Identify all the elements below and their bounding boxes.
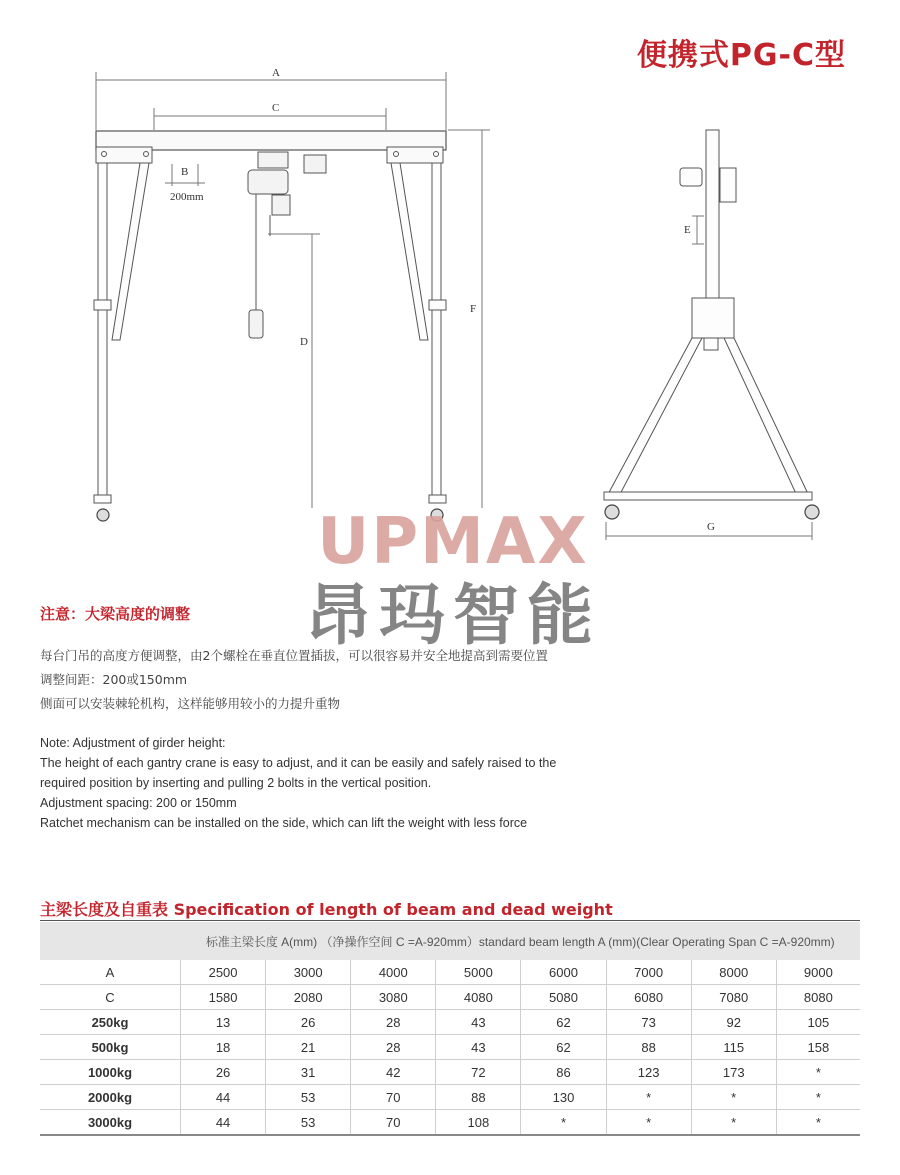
table-cell: 88 xyxy=(606,1035,691,1060)
dim-g-label: G xyxy=(707,521,715,533)
table-cell: 62 xyxy=(521,1035,606,1060)
table-cell: 8000 xyxy=(691,960,776,985)
note-en-line: required position by inserting and pulling 2 bolts in the vertical position. xyxy=(40,776,432,790)
table-cell: 2080 xyxy=(266,985,351,1010)
note-en-line: Ratchet mechanism can be installed on the side, which can lift the weight with less force xyxy=(40,816,528,830)
table-cell: 86 xyxy=(521,1060,606,1085)
table-cell: 1580 xyxy=(181,985,266,1010)
table-cell: 70 xyxy=(351,1110,436,1136)
table-cell: 2500 xyxy=(181,960,266,985)
table-header-text: 标准主梁长度 A(mm) （净操作空间 C =A-920mm）standard beam length A (mm)(Clear Operating Span C =A-920mm) xyxy=(181,922,861,960)
table-cell: 13 xyxy=(181,1010,266,1035)
table-cell: 4000 xyxy=(351,960,436,985)
table-cell: 3000 xyxy=(266,960,351,985)
note-en-line: The height of each gantry crane is easy to adjust, and it can be easily and safely raised to the xyxy=(40,756,557,770)
dim-200mm-label: 200mm xyxy=(170,191,204,203)
dim-f-label: F xyxy=(470,303,477,315)
table-cell: 73 xyxy=(606,1010,691,1035)
table-cell: 42 xyxy=(351,1060,436,1085)
table-cell: 44 xyxy=(181,1085,266,1110)
page-title: 便携式PG-C型 xyxy=(636,38,846,73)
dim-e-label: E xyxy=(684,224,691,236)
table-row xyxy=(40,1085,860,1110)
table-cell: 3080 xyxy=(351,985,436,1010)
table-row xyxy=(40,1010,860,1035)
table-cell: 26 xyxy=(266,1010,351,1035)
table-row xyxy=(40,985,860,1010)
table-cell: 18 xyxy=(181,1035,266,1060)
dim-d-label: D xyxy=(300,336,308,348)
table-cell: * xyxy=(691,1110,776,1136)
table-cell: 8080 xyxy=(776,985,860,1010)
table-cell: 28 xyxy=(351,1035,436,1060)
table-header-row xyxy=(40,922,860,960)
table-cell: 5080 xyxy=(521,985,606,1010)
table-cell: 7000 xyxy=(606,960,691,985)
note-cn-text xyxy=(40,644,548,716)
row-label: C xyxy=(40,985,181,1010)
table-cell: * xyxy=(776,1060,860,1085)
table-cell: 70 xyxy=(351,1085,436,1110)
dim-b-label: B xyxy=(181,166,189,178)
note-cn-line: 调整间距：200或150mm xyxy=(40,672,188,687)
table-cell: * xyxy=(606,1085,691,1110)
table-cell: 88 xyxy=(436,1085,521,1110)
table-cell: 44 xyxy=(181,1110,266,1136)
table-cell: 92 xyxy=(691,1010,776,1035)
table-cell: 115 xyxy=(691,1035,776,1060)
row-label: 2000kg xyxy=(40,1085,181,1110)
row-label: A xyxy=(40,960,181,985)
table-cell: 6000 xyxy=(521,960,606,985)
table-cell: 158 xyxy=(776,1035,860,1060)
table-cell: 43 xyxy=(436,1010,521,1035)
table-cell: 28 xyxy=(351,1010,436,1035)
row-label: 1000kg xyxy=(40,1060,181,1085)
table-cell: * xyxy=(776,1110,860,1136)
table-cell: 72 xyxy=(436,1060,521,1085)
brand-watermark xyxy=(288,505,618,658)
note-en-line: Adjustment spacing: 200 or 150mm xyxy=(40,796,237,810)
table-cell: * xyxy=(691,1085,776,1110)
table-cell: 5000 xyxy=(436,960,521,985)
table-cell: * xyxy=(521,1110,606,1136)
table-cell: 105 xyxy=(776,1010,860,1035)
table-cell: 123 xyxy=(606,1060,691,1085)
table-row xyxy=(40,1060,860,1085)
row-label: 250kg xyxy=(40,1010,181,1035)
row-label: 500kg xyxy=(40,1035,181,1060)
table-cell: 4080 xyxy=(436,985,521,1010)
table-heading: 主梁长度及自重表 Specification of length of beam and dead weight xyxy=(40,900,613,919)
note-cn-line: 侧面可以安装棘轮机构，这样能够用较小的力提升重物 xyxy=(40,696,341,711)
gantry-crane-drawing xyxy=(0,0,900,560)
table-cell: 108 xyxy=(436,1110,521,1136)
spec-table xyxy=(40,922,860,1136)
table-cell: 130 xyxy=(521,1085,606,1110)
watermark-cn: 昂玛智能 xyxy=(305,577,601,654)
table-cell: * xyxy=(606,1110,691,1136)
table-cell: 31 xyxy=(266,1060,351,1085)
table-cell: 53 xyxy=(266,1110,351,1136)
table-cell: 7080 xyxy=(691,985,776,1010)
table-cell: 9000 xyxy=(776,960,860,985)
table-cell: 53 xyxy=(266,1085,351,1110)
table-row xyxy=(40,960,860,985)
table-header-corner xyxy=(40,922,181,960)
note-heading: 注意：大梁高度的调整 xyxy=(40,605,191,623)
table-row xyxy=(40,1110,860,1136)
note-en-line: Note: Adjustment of girder height: xyxy=(40,736,226,750)
table-cell: 173 xyxy=(691,1060,776,1085)
dim-a-label: A xyxy=(272,67,280,79)
table-cell: * xyxy=(776,1085,860,1110)
table-row xyxy=(40,1035,860,1060)
watermark-en: UPMAX xyxy=(317,505,589,579)
dim-c-label: C xyxy=(272,102,280,114)
table-cell: 62 xyxy=(521,1010,606,1035)
note-cn-line: 每台门吊的高度方便调整，由2个螺栓在垂直位置插拔，可以很容易并安全地提高到需要位置 xyxy=(40,648,548,663)
table-cell: 26 xyxy=(181,1060,266,1085)
row-label: 3000kg xyxy=(40,1110,181,1136)
table-cell: 21 xyxy=(266,1035,351,1060)
table-divider xyxy=(40,920,860,921)
table-cell: 6080 xyxy=(606,985,691,1010)
note-en-text xyxy=(40,733,556,833)
table-cell: 43 xyxy=(436,1035,521,1060)
